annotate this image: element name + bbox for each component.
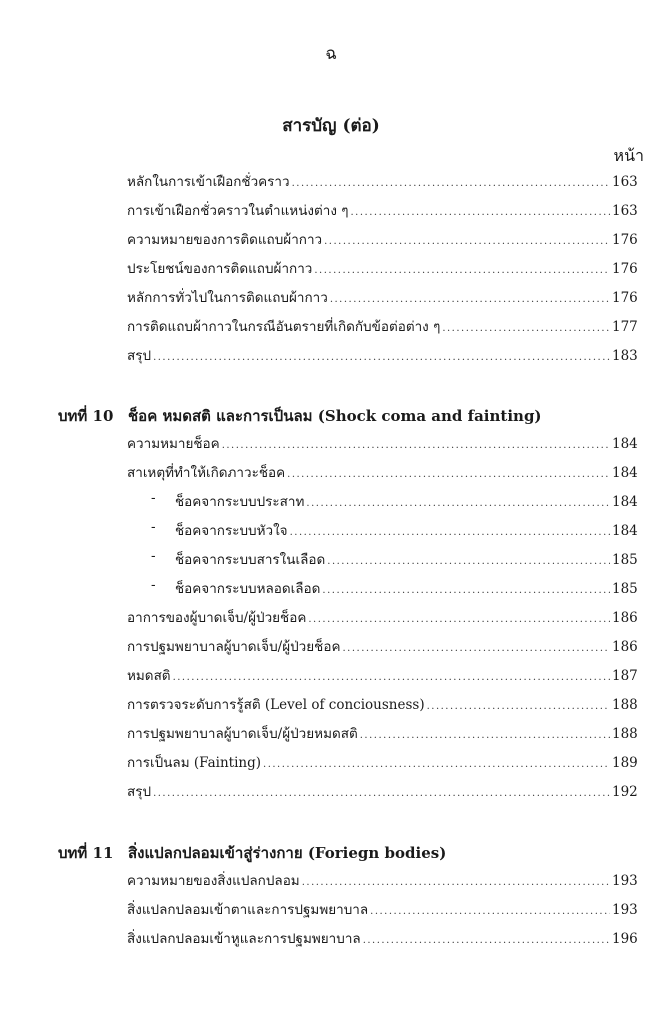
- page-title: สารบัญ (ต่อ): [282, 116, 380, 136]
- toc-entry: ประโยชน์ของการติดแถบผ้ากาว ..... 176: [127, 257, 636, 286]
- toc-entry: สรุป ..... 183: [127, 344, 636, 373]
- toc-entry: อาการของผู้บาดเจ็บ/ผู้ป่วยช็อค ..... 186: [127, 606, 636, 635]
- toc-subentry: - ช็อคจากระบบสารในเลือด ..... 185: [175, 548, 636, 577]
- toc-entry: การปฐมพยาบาลผู้บาดเจ็บ/ผู้ป่วยหมดสติ ..... 188: [127, 722, 636, 751]
- toc-entry: การปฐมพยาบาลผู้บาดเจ็บ/ผู้ป่วยช็อค ..... 186: [127, 635, 636, 664]
- toc-entry: สรุป ..... 192: [127, 780, 636, 809]
- toc-entry: การตรวจระดับการรู้สติ (Level of conciousness) ..... 188: [127, 693, 636, 722]
- toc-subentry: - ช็อคจากระบบหลอดเลือด ..... 185: [175, 577, 636, 606]
- page-column-header: หน้า: [613, 146, 644, 165]
- toc-entry: สิ่งแปลกปลอมเข้าหูและการปฐมพยาบาล ..... 196: [127, 927, 636, 956]
- toc-entry: การติดแถบผ้ากาวในกรณีอันตรายที่เกิดกับข้อต่อต่าง ๆ ..... 177: [127, 315, 636, 344]
- toc-entry: ความหมายช็อค ..... 184: [127, 432, 636, 461]
- toc-entry: หมดสติ ..... 187: [127, 664, 636, 693]
- toc-entry: ความหมายของการติดแถบผ้ากาว ..... 176: [127, 228, 636, 257]
- toc-entry: สิ่งแปลกปลอมเข้าตาและการปฐมพยาบาล ..... 193: [127, 898, 636, 927]
- toc-entry: หลักการทั่วไปในการติดแถบผ้ากาว ..... 176: [127, 286, 636, 315]
- toc-entry: การเข้าเฝือกชั่วคราวในตำแหน่งต่าง ๆ ..... 163: [127, 199, 636, 228]
- toc-subentry: - ช็อคจากระบบหัวใจ ..... 184: [175, 519, 636, 548]
- toc-entry: หลักในการเข้าเฝือกชั่วคราว ..... 163: [127, 170, 636, 199]
- toc-entry: การเป็นลม (Fainting) ..... 189: [127, 751, 636, 780]
- toc-entry: ความหมายของสิ่งแปลกปลอม ..... 193: [127, 869, 636, 898]
- toc-subentry: - ช็อคจากระบบประสาท ..... 184: [175, 490, 636, 519]
- toc-entry: สาเหตุที่ทำให้เกิดภาวะช็อค ..... 184: [127, 461, 636, 490]
- page-marker: ฉ: [325, 44, 337, 64]
